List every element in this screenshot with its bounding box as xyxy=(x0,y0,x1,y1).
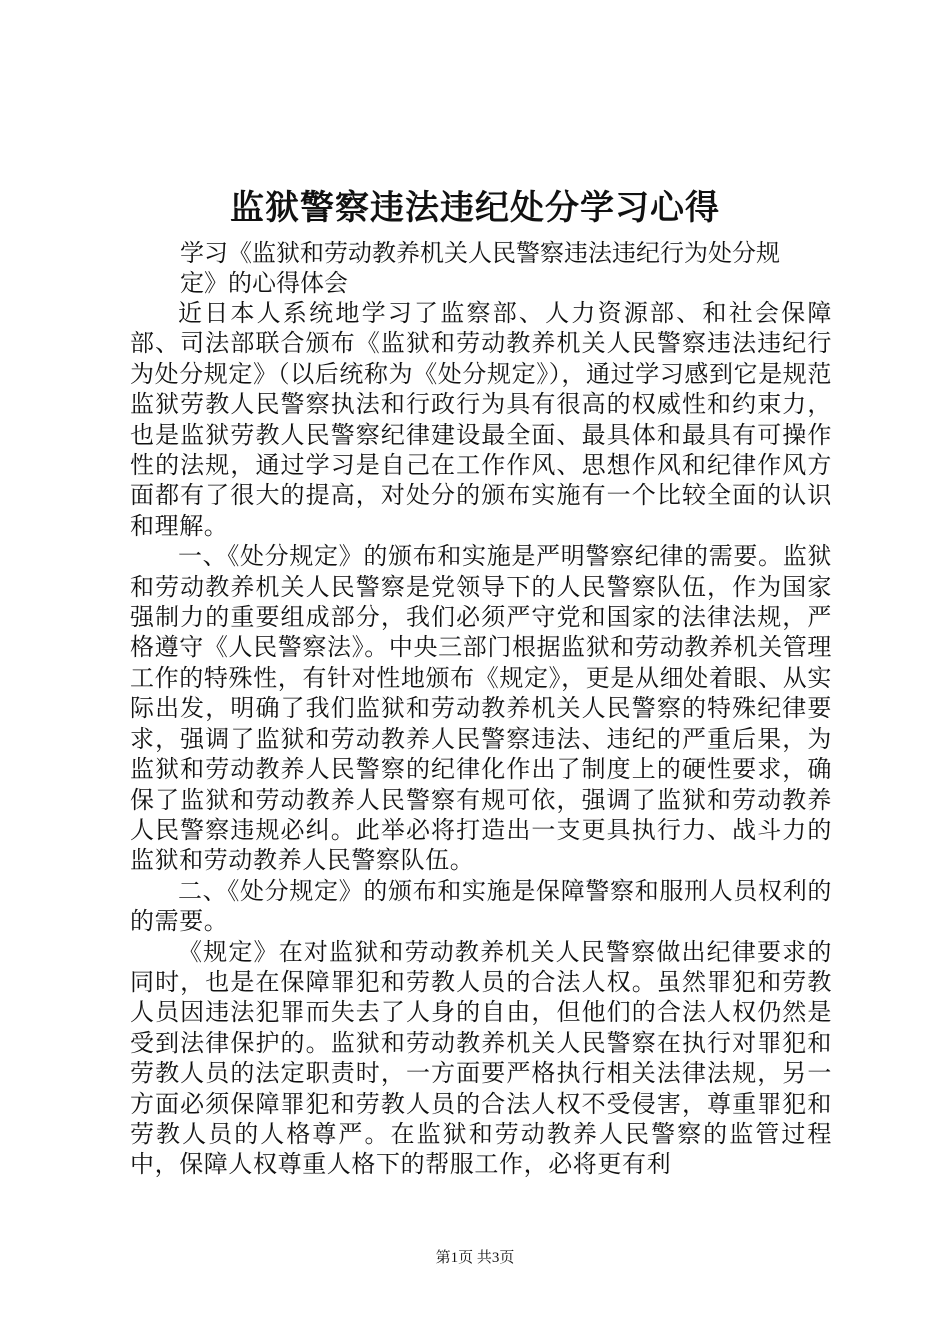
document-title: 监狱警察违法违纪处分学习心得 xyxy=(230,188,720,228)
paragraph: 一、《处分规定》的颁布和实施是严明警察纪律的需要。监狱和劳动教养机关人民警察是党领导下的人民警察队伍，作为国家强制力的重要组成部分，我们必须严守党和国家的法律法规，严格遵守《人民警察法》。中央三部门根据监狱和劳动教养机关管理工作的特殊性，有针对性地颁布《规定》，更是从细处着眼、从实际出发，明确了我们监狱和劳动教养机关人民警察的特殊纪律要求，强调了监狱和劳动教养人民警察违法、违纪的严重后果，为监狱和劳动教养人民警察的纪律化作出了制度上的硬性要求，确保了监狱和劳动教养人民警察有规可依，强调了监狱和劳动教养人民警察违规必纠。此举必将打造出一支更具执行力、战斗力的监狱和劳动教养人民警察队伍。 xyxy=(130,542,832,875)
paragraph: 近日本人系统地学习了监察部、人力资源部、和社会保障部、司法部联合颁布《监狱和劳动教养机关人民警察违法违纪行为处分规定》（以后统称为《处分规定》），通过学习感到它是规范监狱劳教人民警察执法和行政行为具有很高的权威性和约束力，也是监狱劳教人民警察纪律建设最全面、最具体和最具有可操作性的法规，通过学习是自己在工作作风、思想作风和纪律作风方面都有了很大的提高，对处分的颁布实施有一个比较全面的认识和理解。 xyxy=(130,299,832,540)
paragraph: 二、《处分规定》的颁布和实施是保障警察和服刑人员权利的的需要。 xyxy=(130,876,832,936)
document-subtitle: 学习《监狱和劳动教养机关人民警察违法违纪行为处分规定》的心得体会 xyxy=(180,239,780,297)
page-number: 第1页 共3页 xyxy=(435,1250,515,1266)
document-body xyxy=(130,298,832,1180)
paragraph: 《规定》在对监狱和劳动教养机关人民警察做出纪律要求的同时，也是在保障罪犯和劳教人员的合法人权。虽然罪犯和劳教人员因违法犯罪而失去了人身的自由，但他们的合法人权仍然是受到法律保护的。监狱和劳动教养机关人民警察在执行对罪犯和劳教人员的法定职责时，一方面要严格执行相关法律法规，另一方面必须保障罪犯和劳教人员的合法人权不受侵害，尊重罪犯和劳教人员的人格尊严。在监狱和劳动教养人民警察的监管过程中，保障人权尊重人格下的帮服工作，必将更有利 xyxy=(130,937,832,1179)
